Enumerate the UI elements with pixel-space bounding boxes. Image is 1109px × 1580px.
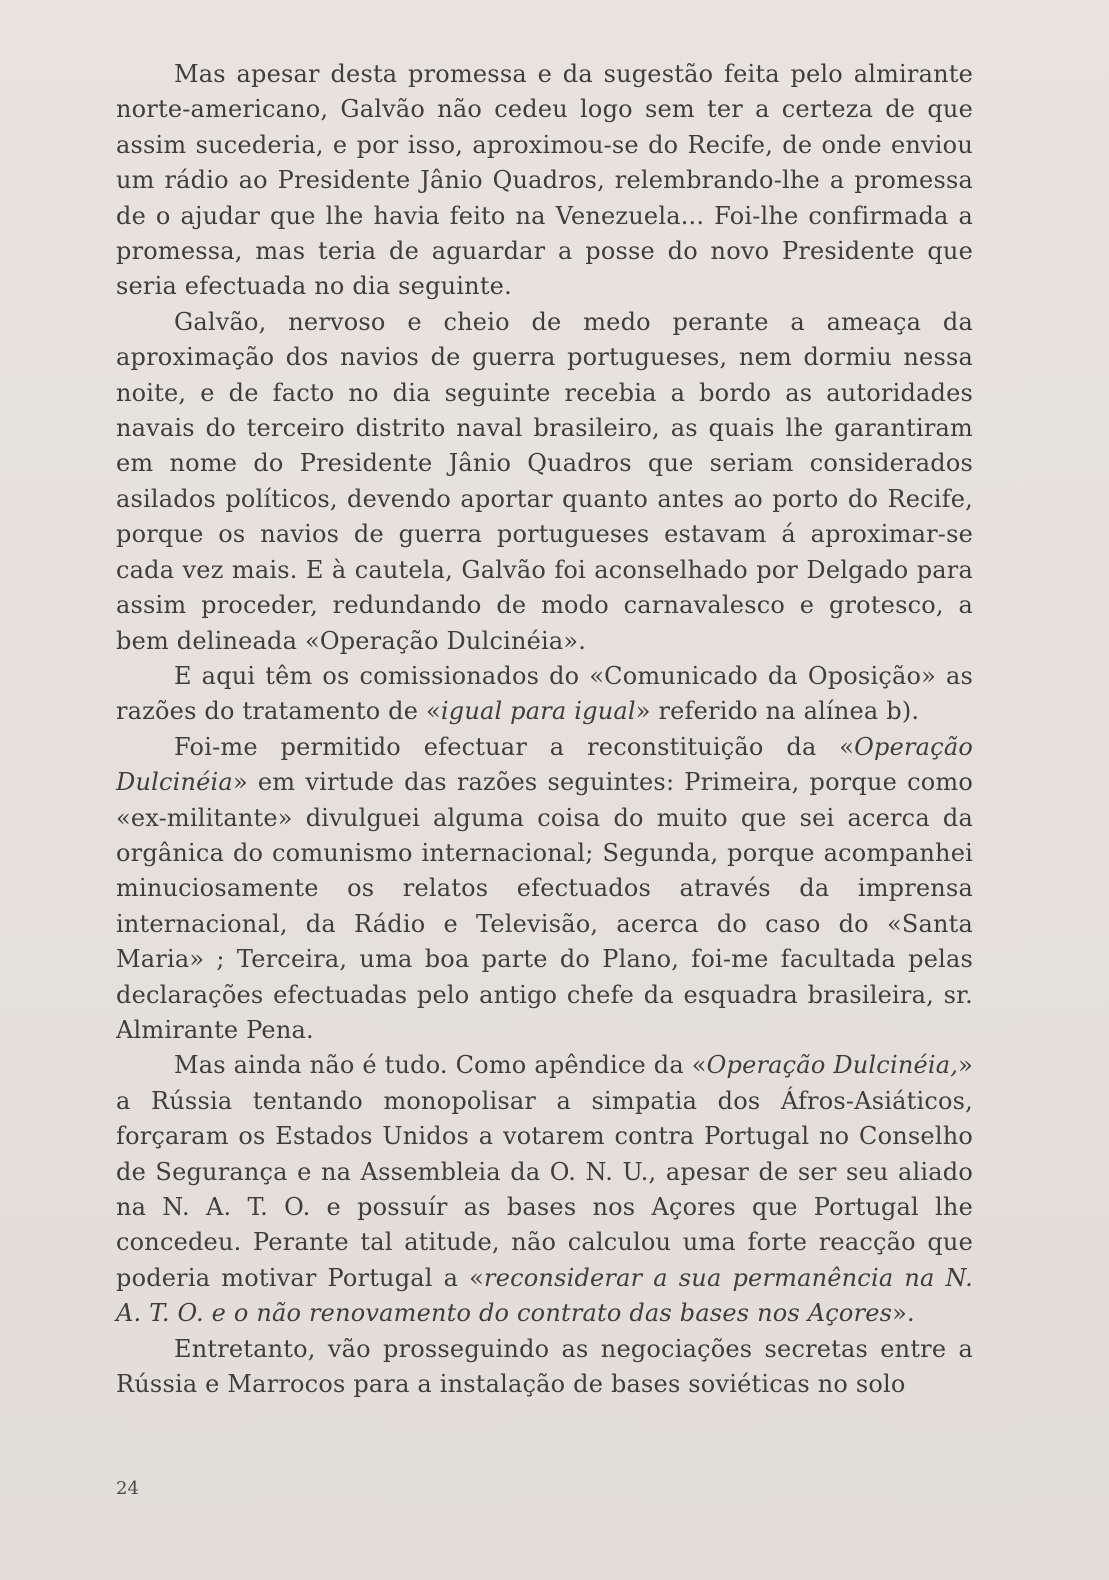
paragraph	[116, 730, 973, 1049]
paragraph-text: Mas apesar desta promessa e da sugestão feita pelo almirante norte-americano, Galvão não cedeu logo sem ter a certeza de que assim sucederia, e por isso, aproximou-se do Recife, de onde enviou um rádio ao Presidente Jânio Quadros, relembrando-lhe a promessa de o ajudar que lhe havia feito na Venezuela... Foi-lhe confirmada a promessa, mas teria de aguardar a posse do novo Presidente que seria efectuada no dia seguinte.	[116, 60, 973, 301]
paragraph-text: » a Rússia tentando monopolisar a simpatia dos Áfros-Asiáticos, forçaram os Estados Unidos a votarem contra Portugal no Conselho de Segurança e na Assembleia da O. N. U., apesar de ser seu aliado na N. A. T. O. e possuír as bases nos Açores que Portugal lhe concedeu. Perante tal atitude, não calculou uma forte reacção que poderia motivar Portugal a «	[116, 1051, 973, 1292]
paragraph	[116, 1332, 973, 1403]
paragraph-text: ».	[892, 1299, 915, 1328]
paragraph	[116, 305, 973, 659]
paragraph	[116, 57, 973, 305]
italic-text: reconsiderar a sua permanência na N. A. T. O. e o não renovamento do contrato das bases nos Açores	[116, 1263, 973, 1328]
paragraph-text: » referido na alínea b).	[635, 697, 920, 726]
italic-text: igual para igual	[440, 697, 636, 726]
paragraph	[116, 1048, 973, 1331]
paragraph-text: E aqui têm os comissionados do «Comunicado da Oposição» as razões do tratamento de «	[116, 661, 973, 726]
page-number: 24	[116, 1478, 139, 1499]
paragraph	[116, 659, 973, 730]
body-text	[116, 57, 973, 1402]
paragraph-text: Foi-me permitido efectuar a reconstituição da «	[174, 732, 855, 761]
italic-text: Operação Dulcinéia,	[706, 1051, 959, 1080]
italic-text: Operação Dulcinéia	[116, 732, 973, 797]
paragraph-text: Entretanto, vão prosseguindo as negociações secretas entre a Rússia e Marrocos para a instalação de bases soviéticas no solo	[116, 1334, 973, 1399]
paragraph-text: Mas ainda não é tudo. Como apêndice da «	[174, 1051, 707, 1080]
paragraph-text: » em virtude das razões seguintes: Primeira, porque como «ex-militante» divulguei alguma coisa do muito que sei acerca da orgânica do comunismo internacional; Segunda, porque acompanhei minuciosamente os relatos efectuados através da imprensa internacional, da Rádio e Televisão, acerca do caso do «Santa Maria» ; Terceira, uma boa parte do Plano, foi-me facultada pelas declarações efectuadas pelo antigo chefe da esquadra brasileira, sr. Almirante Pena.	[116, 768, 973, 1044]
paragraph-text: Galvão, nervoso e cheio de medo perante a ameaça da aproximação dos navios de guerra portugueses, nem dormiu nessa noite, e de facto no dia seguinte recebia a bordo as autoridades navais do terceiro distrito naval brasileiro, as quais lhe garantiram em nome do Presidente Jânio Quadros que seriam considerados asilados políticos, devendo aportar quanto antes ao porto do Recife, porque os navios de guerra portugueses estavam á aproximar-se cada vez mais. E à cautela, Galvão foi aconselhado por Delgado para assim proceder, redundando de modo carnavalesco e grotesco, a bem delineada «Operação Dulcinéia».	[116, 307, 973, 655]
